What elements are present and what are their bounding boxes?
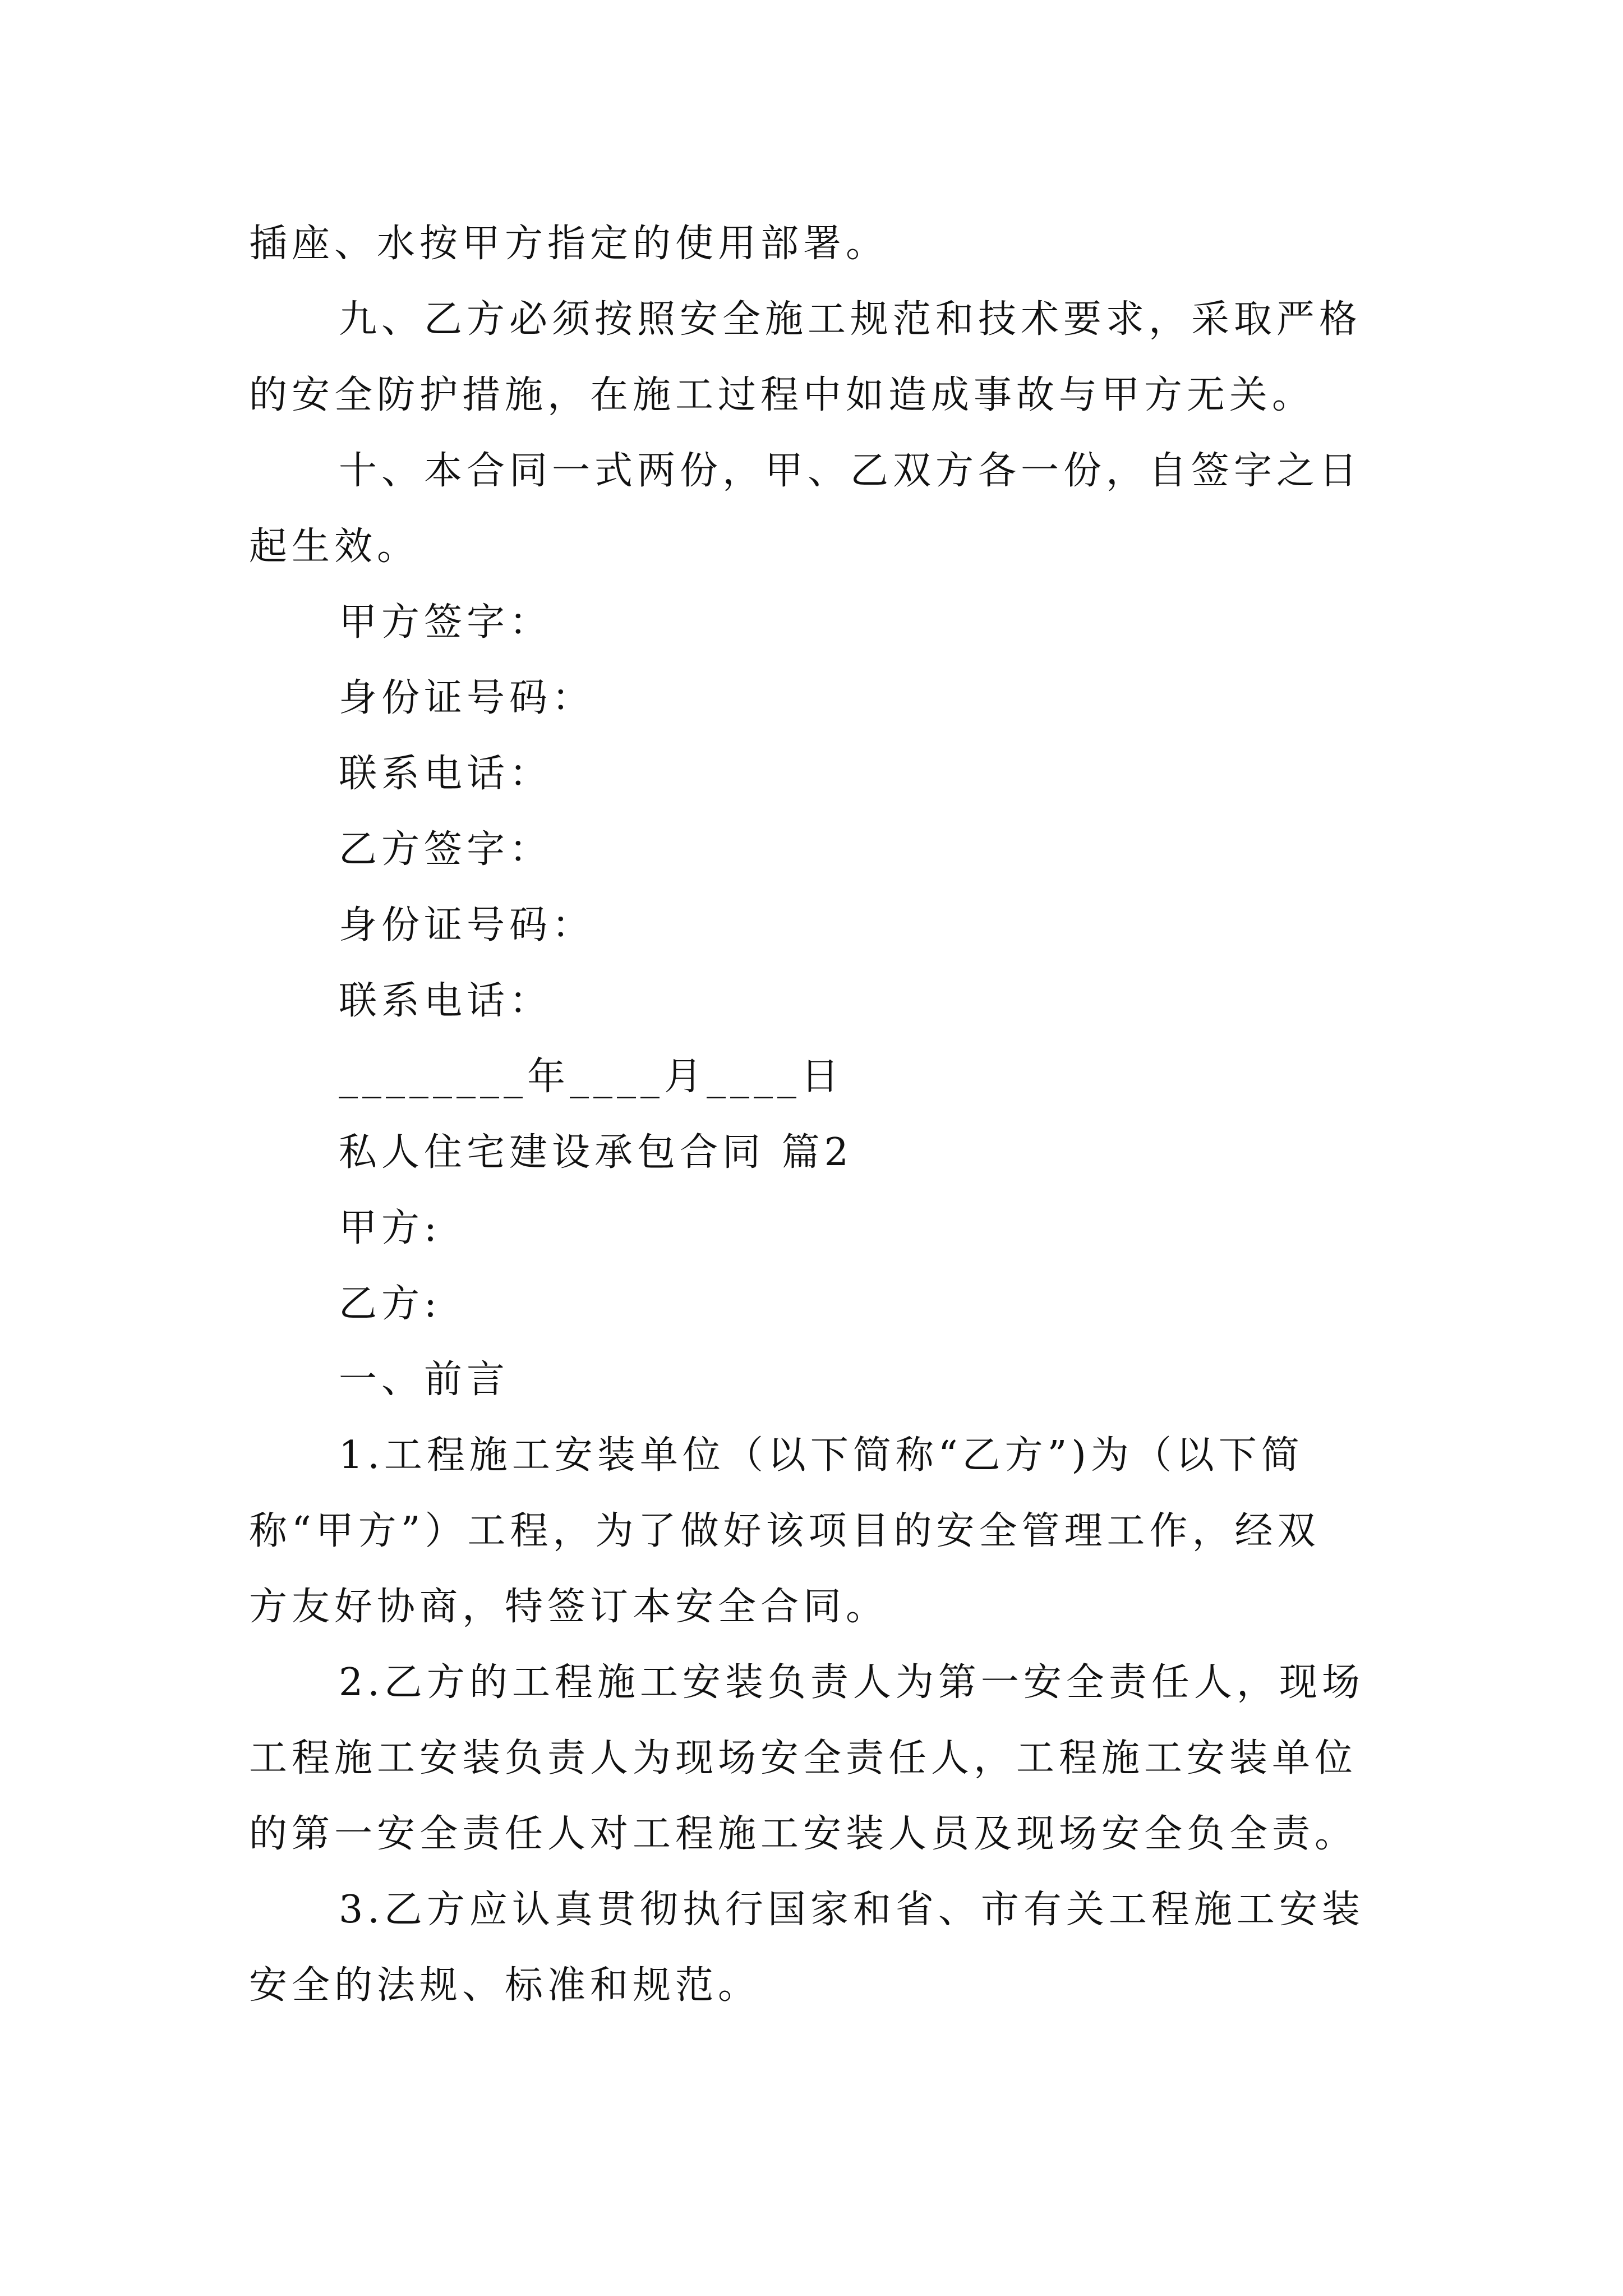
text-line: 安全的法规、标准和规范。 <box>249 1963 761 2008</box>
text-line: 方友好协商，特签订本安全合同。 <box>249 1585 889 1629</box>
party-b-phone-label: 联系电话： <box>339 979 552 1023</box>
section-title: 私人住宅建设承包合同 篇2 <box>339 1130 853 1175</box>
text-line: 的安全防护措施，在施工过程中如造成事故与甲方无关。 <box>249 373 1315 417</box>
text-line: 插座、水按甲方指定的使用部署。 <box>249 222 889 266</box>
text-line: 2.乙方的工程施工安装负责人为第一安全责任人，现场 <box>339 1660 1364 1705</box>
party-b-label: 乙方: <box>339 1282 441 1326</box>
text-line: 3.乙方应认真贯彻执行国家和省、市有关工程施工安装 <box>339 1888 1364 1932</box>
text-line: 起生效。 <box>249 524 420 569</box>
party-b-id-label: 身份证号码： <box>339 903 595 947</box>
text-line: 十、本合同一式两份，甲、乙双方各一份，自签字之日 <box>339 449 1362 493</box>
text-line: 工程施工安装负责人为现场安全责任人，工程施工安装单位 <box>249 1736 1358 1780</box>
preface-heading: 一、前言 <box>339 1358 510 1402</box>
date-line: ________年____月____日 <box>339 1055 844 1099</box>
party-b-signature-label: 乙方签字： <box>339 827 552 872</box>
party-a-signature-label: 甲方签字： <box>339 600 552 645</box>
text-line: 1.工程施工安装单位（以下简称“乙方”)为（以下简 <box>339 1433 1304 1478</box>
text-line: 称“甲方”）工程，为了做好该项目的安全管理工作，经双 <box>249 1509 1320 1553</box>
text-line: 的第一安全责任人对工程施工安装人员及现场安全负全责。 <box>249 1812 1358 1856</box>
party-a-phone-label: 联系电话： <box>339 752 552 796</box>
party-a-label: 甲方: <box>339 1206 441 1250</box>
text-line: 九、乙方必须按照安全施工规范和技术要求，采取严格 <box>339 297 1362 342</box>
party-a-id-label: 身份证号码： <box>339 676 595 720</box>
